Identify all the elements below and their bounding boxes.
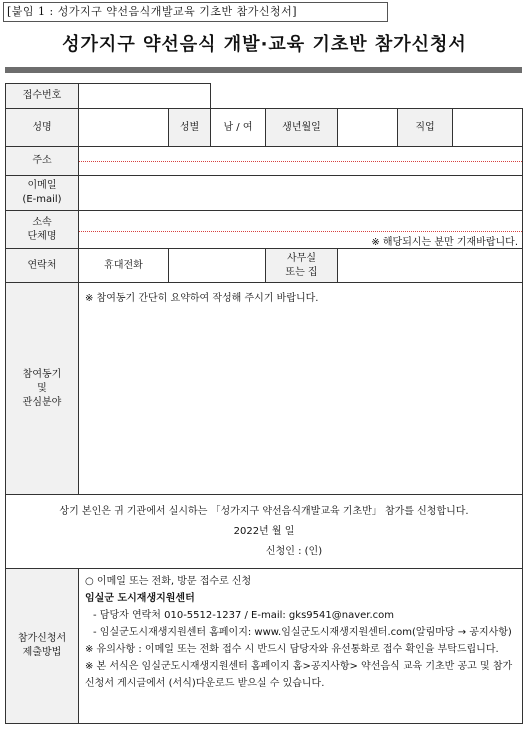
job-label: 직업 [398, 109, 453, 147]
motive-label-line1: 참여동기 [22, 368, 62, 380]
submission-method-label [6, 569, 79, 724]
job-field[interactable] [453, 109, 523, 147]
email-field[interactable] [79, 176, 523, 211]
organization-label-line1: 소속 [32, 216, 52, 228]
organization-note: ※ 해당되시는 분만 기재바랍니다. [371, 237, 519, 248]
submission-method-label-line1: 참가신청서 [17, 633, 67, 644]
gender-options[interactable]: 남 / 여 [211, 109, 266, 147]
email-label-line1: 이메일 [27, 180, 57, 191]
mobile-field[interactable] [169, 249, 266, 283]
method-caution-line: ※ 유의사항 : 이메일 또는 전화 접수 시 반드시 담당자와 유선통화로 접수 확인을 부탁드립니다. [85, 644, 499, 655]
application-form-table [5, 83, 523, 724]
motive-label-line3: 관심분야 [22, 396, 62, 408]
address-dotted-line [79, 161, 522, 162]
organization-label [6, 211, 79, 249]
page-title: 성가지구 약선음식 개발·교육 기초반 참가신청서 [62, 34, 467, 55]
address-label: 주소 [6, 147, 79, 176]
name-label: 성명 [6, 109, 79, 147]
attachment-label: [붙임 1 : 성가지구 약선음식개발교육 기초반 참가신청서] [3, 2, 388, 22]
birth-label: 생년월일 [266, 109, 338, 147]
organization-field[interactable] [79, 211, 523, 249]
organization-label-line2: 단체명 [27, 230, 57, 242]
email-label-line2: (E-mail) [22, 194, 62, 205]
receipt-number-label: 접수번호 [6, 84, 79, 109]
motive-field[interactable] [79, 283, 523, 495]
contact-label: 연락처 [6, 249, 79, 283]
method-contact-line: - 담당자 연락처 010-5512-1237 / E-mail: gks9541@naver.com [93, 610, 394, 621]
method-line-1: ○ 이메일 또는 전화, 방문 접수로 신청 [85, 576, 252, 587]
motive-label-line2: 및 [37, 382, 47, 394]
receipt-number-field[interactable] [79, 84, 211, 109]
title-divider-bar [5, 67, 522, 73]
declaration-date[interactable]: 2022년 월 일 [233, 525, 295, 537]
office-field[interactable] [338, 249, 523, 283]
organization-dotted-line [79, 231, 522, 232]
motive-label [6, 283, 79, 495]
declaration-text: 상기 본인은 귀 기관에서 실시하는 「성가지구 약선음식개발교육 기초반」 참가를 신청합니다. [59, 505, 469, 517]
birth-field[interactable] [338, 109, 398, 147]
name-field[interactable] [79, 109, 169, 147]
method-center-name: 임실군 도시재생지원센터 [85, 593, 195, 604]
declaration-block [6, 495, 523, 569]
method-homepage-line: - 임실군도시재생지원센터 홈페이지: www.임실군도시재생지원센터.com(알림마당 → 공지사항) [93, 627, 512, 638]
receipt-blank-area [211, 84, 523, 109]
office-label [266, 249, 338, 283]
office-label-line2: 또는 집 [285, 266, 318, 278]
method-form-note-line: ※ 본 서식은 임실군도시재생지원센터 홈페이지 홈>공지사항> 약선음식 교육 기초반 공고 및 참가신청서 게시글에서 (서식)다운로드 받으실 수 있습니다. [85, 661, 513, 689]
gender-label: 성별 [169, 109, 211, 147]
submission-method-label-line2: 제출방법 [22, 647, 62, 658]
declaration-applicant[interactable]: 신청인 : (인) [265, 545, 323, 557]
submission-method-content [79, 569, 523, 724]
motive-note: ※ 참여동기 간단히 요약하여 작성해 주시기 바랍니다. [85, 293, 319, 304]
office-label-line1: 사무실 [287, 252, 316, 264]
address-field[interactable] [79, 147, 523, 176]
mobile-label: 휴대전화 [79, 249, 169, 283]
email-label [6, 176, 79, 211]
